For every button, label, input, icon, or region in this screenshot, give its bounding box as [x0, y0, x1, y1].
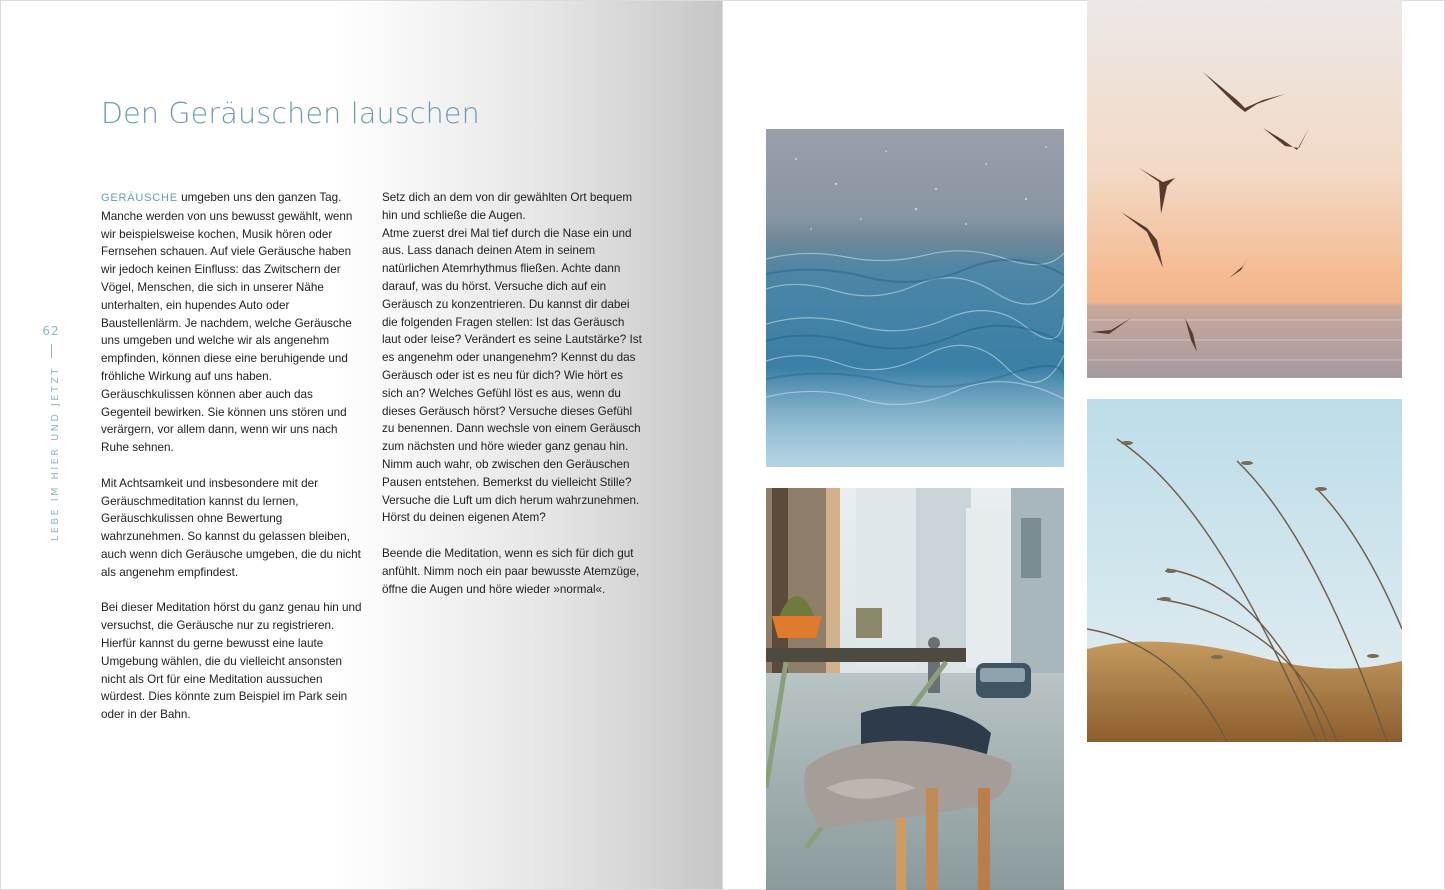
- street-image: [766, 488, 1064, 890]
- paragraph: Mit Achtsamkeit und insbesondere mit der Geräuschmeditation kannst du lernen, Geräuschkulissen ohne Bewertung wahrzunehmen. So kannst du gelassen bleiben, auch wenn dich Geräusche umgeben, die du nicht als angenehm empfindest.: [101, 476, 361, 579]
- paragraph: Beende die Meditation, wenn es sich für dich gut anfühlt. Nimm noch ein paar bewusste Atemzüge, öffne die Augen und höre wieder »normal«.: [382, 546, 640, 596]
- page-title: Den Geräuschen lauschen: [101, 97, 480, 130]
- paragraph: Bei dieser Meditation hörst du ganz genau hin und versuchst, die Geräusche nur zu registrieren. Hierfür kannst du gerne bewusst eine laute Umgebung wählen, die du vielleicht ansonsten nicht als Ort für eine Meditation aussuchen würdest. Dies könnte zum Beispiel im Park sein oder in der Bahn.: [101, 601, 362, 722]
- photo-rain-on-water: [766, 129, 1064, 467]
- running-head: LEBE IM HIER UND JETZT: [50, 366, 61, 541]
- paragraph-text: umgeben uns den ganzen Tag. Manche werden von uns bewusst gewählt, wenn wir beispielsweise kochen, Musik hören oder Fernsehen schauen. Auf viele Geräusche haben wir jedoch keinen Einfluss: das Zwitschern der Vögel, Menschen, die sich in unserer Nähe unterhalten, ein hupendes Auto oder Baustellenlärm. Je nachdem, welche Geräusche uns umgeben und welche wir als angenehm empfinden, können diese eine beruhigende und fröhliche Wirkung auf uns haben. Geräuschkulissen können aber auch das Gegenteil bewirken. Sie können uns stören und verärgern, vor allem dann, wenn wir uns nach Ruhe sehnen.: [101, 191, 353, 455]
- grass-image: [1087, 399, 1402, 742]
- paragraph: Atme zuerst drei Mal tief durch die Nase ein und aus. Lass danach deinen Atem in seinem natürlichen Atemrhythmus fließen. Achte dann darauf, was du hörst. Versuche dich auf ein Geräusch zu konzentrieren. Du kannst dir dabei die folgenden Fragen stellen: Ist das Geräusch laut oder leise? Verändert es seine Lautstärke? Ist es angenehm oder unangenehm? Kennst du das Geräusch oder ist es neu für dich? Wie hört es sich an? Welches Gefühl löst es aus, wenn du dieses Geräusch hörst? Versuche dieses Gefühl zu benennen. Dann wechsle von einem Geräusch zum nächsten und höre wieder ganz genau hin. Nimm auch wahr, ob zwischen den Geräuschen Pausen entstehen. Bemerkst du vielleicht Stille? Versuche die Luft um dich herum wahrzunehmen. Hörst du deinen eigenen Atem?: [382, 226, 642, 525]
- seagulls-image: [1087, 0, 1402, 378]
- water-image: [766, 129, 1064, 467]
- lead-word: GERÄUSCHE: [101, 192, 178, 204]
- photo-seagulls-sunset: [1087, 0, 1402, 378]
- folio-divider: [51, 344, 52, 358]
- page-number: 62: [42, 324, 60, 338]
- text-column-right: [382, 189, 644, 616]
- text-column-left: [101, 189, 363, 742]
- folio: [41, 324, 61, 358]
- photo-grass-sky: [1087, 399, 1402, 742]
- paragraph: Setz dich an dem von dir gewählten Ort bequem hin und schließe die Augen.: [382, 191, 633, 222]
- photo-street-cafe: [766, 488, 1064, 890]
- paragraph: [101, 189, 363, 457]
